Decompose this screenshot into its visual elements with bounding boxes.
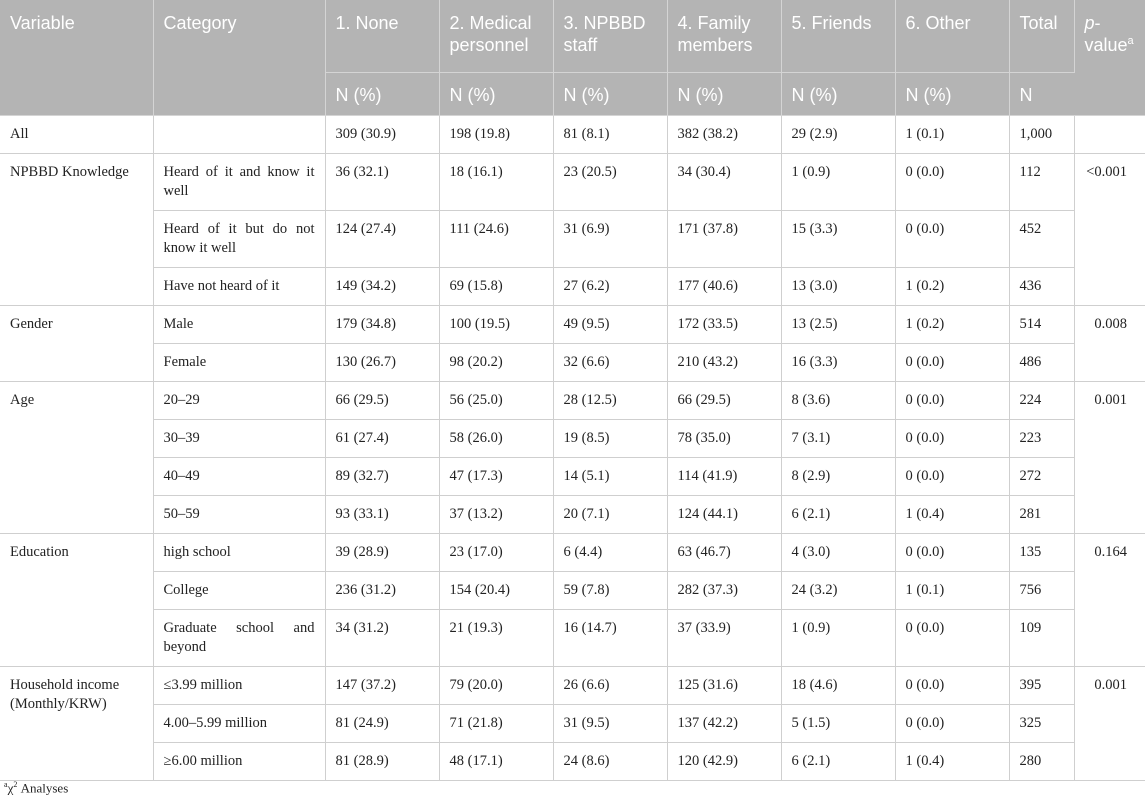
footnote-marker: a <box>4 780 8 789</box>
category-cell: high school <box>153 533 325 571</box>
total-cell: 135 <box>1009 533 1074 571</box>
value-cell: 79 (20.0) <box>439 666 553 704</box>
value-cell: 0 (0.0) <box>895 533 1009 571</box>
category-cell: Heard of it but do not know it well <box>153 210 325 267</box>
value-cell: 0 (0.0) <box>895 666 1009 704</box>
value-cell: 5 (1.5) <box>781 704 895 742</box>
category-cell: Heard of it and know it well <box>153 153 325 210</box>
value-cell: 8 (2.9) <box>781 457 895 495</box>
table-row <box>0 267 1145 305</box>
table-row <box>0 457 1145 495</box>
table-row <box>0 305 1145 343</box>
value-cell: 1 (0.9) <box>781 609 895 666</box>
subheader-pct: N (%) <box>439 72 553 115</box>
header-p-value <box>1074 0 1145 115</box>
variable-cell: Household income (Monthly/KRW) <box>0 666 153 780</box>
value-cell: 0 (0.0) <box>895 457 1009 495</box>
value-cell: 81 (24.9) <box>325 704 439 742</box>
value-cell: 24 (8.6) <box>553 742 667 780</box>
value-cell: 19 (8.5) <box>553 419 667 457</box>
p-rest: -value <box>1084 13 1128 55</box>
category-cell: College <box>153 571 325 609</box>
value-cell: 179 (34.8) <box>325 305 439 343</box>
category-cell: 20–29 <box>153 381 325 419</box>
value-cell: 1 (0.2) <box>895 305 1009 343</box>
value-cell: 16 (3.3) <box>781 343 895 381</box>
category-cell: ≤3.99 million <box>153 666 325 704</box>
footnote-text: Analyses <box>17 780 69 796</box>
value-cell: 124 (27.4) <box>325 210 439 267</box>
value-cell: 382 (38.2) <box>667 115 781 153</box>
value-cell: 48 (17.1) <box>439 742 553 780</box>
value-cell: 0 (0.0) <box>895 210 1009 267</box>
value-cell: 93 (33.1) <box>325 495 439 533</box>
value-cell: 34 (31.2) <box>325 609 439 666</box>
value-cell: 0 (0.0) <box>895 419 1009 457</box>
value-cell: 1 (0.9) <box>781 153 895 210</box>
value-cell: 20 (7.1) <box>553 495 667 533</box>
table-row <box>0 381 1145 419</box>
value-cell: 47 (17.3) <box>439 457 553 495</box>
value-cell: 69 (15.8) <box>439 267 553 305</box>
value-cell: 1 (0.4) <box>895 495 1009 533</box>
value-cell: 56 (25.0) <box>439 381 553 419</box>
category-cell <box>153 115 325 153</box>
value-cell: 81 (28.9) <box>325 742 439 780</box>
subheader-n: N <box>1009 72 1074 115</box>
value-cell: 13 (2.5) <box>781 305 895 343</box>
value-cell: 32 (6.6) <box>553 343 667 381</box>
value-cell: 0 (0.0) <box>895 381 1009 419</box>
value-cell: 58 (26.0) <box>439 419 553 457</box>
total-cell: 486 <box>1009 343 1074 381</box>
value-cell: 149 (34.2) <box>325 267 439 305</box>
table-row <box>0 609 1145 666</box>
total-cell: 514 <box>1009 305 1074 343</box>
value-cell: 16 (14.7) <box>553 609 667 666</box>
table-row <box>0 153 1145 210</box>
value-cell: 1 (0.1) <box>895 571 1009 609</box>
value-cell: 309 (30.9) <box>325 115 439 153</box>
value-cell: 0 (0.0) <box>895 153 1009 210</box>
value-cell: 18 (16.1) <box>439 153 553 210</box>
value-cell: 120 (42.9) <box>667 742 781 780</box>
table-row <box>0 704 1145 742</box>
value-cell: 198 (19.8) <box>439 115 553 153</box>
p-value-cell: 0.001 <box>1074 381 1145 533</box>
value-cell: 14 (5.1) <box>553 457 667 495</box>
header-row <box>0 0 1145 72</box>
table-row <box>0 343 1145 381</box>
header-friends: 5. Friends <box>781 0 895 72</box>
total-cell: 280 <box>1009 742 1074 780</box>
total-cell: 109 <box>1009 609 1074 666</box>
total-cell: 281 <box>1009 495 1074 533</box>
table-row <box>0 742 1145 780</box>
table-row <box>0 419 1145 457</box>
value-cell: 130 (26.7) <box>325 343 439 381</box>
header-none: 1. None <box>325 0 439 72</box>
value-cell: 37 (13.2) <box>439 495 553 533</box>
total-cell: 1,000 <box>1009 115 1074 153</box>
value-cell: 66 (29.5) <box>325 381 439 419</box>
table-row <box>0 666 1145 704</box>
p-value-cell: 0.164 <box>1074 533 1145 666</box>
value-cell: 59 (7.8) <box>553 571 667 609</box>
category-cell: 30–39 <box>153 419 325 457</box>
value-cell: 27 (6.2) <box>553 267 667 305</box>
value-cell: 171 (37.8) <box>667 210 781 267</box>
value-cell: 210 (43.2) <box>667 343 781 381</box>
header-other: 6. Other <box>895 0 1009 72</box>
value-cell: 89 (32.7) <box>325 457 439 495</box>
value-cell: 63 (46.7) <box>667 533 781 571</box>
variable-cell: Age <box>0 381 153 533</box>
subheader-pct: N (%) <box>781 72 895 115</box>
value-cell: 31 (9.5) <box>553 704 667 742</box>
value-cell: 29 (2.9) <box>781 115 895 153</box>
table-row <box>0 533 1145 571</box>
value-cell: 61 (27.4) <box>325 419 439 457</box>
footnote-symbol: χ <box>7 780 14 796</box>
value-cell: 71 (21.8) <box>439 704 553 742</box>
value-cell: 0 (0.0) <box>895 343 1009 381</box>
value-cell: 39 (28.9) <box>325 533 439 571</box>
value-cell: 37 (33.9) <box>667 609 781 666</box>
value-cell: 125 (31.6) <box>667 666 781 704</box>
value-cell: 26 (6.6) <box>553 666 667 704</box>
total-cell: 395 <box>1009 666 1074 704</box>
value-cell: 0 (0.0) <box>895 609 1009 666</box>
total-cell: 756 <box>1009 571 1074 609</box>
subheader-pct: N (%) <box>325 72 439 115</box>
variable-cell: Gender <box>0 305 153 381</box>
p-italic: p <box>1084 13 1095 33</box>
category-cell: 50–59 <box>153 495 325 533</box>
p-value-cell: <0.001 <box>1074 153 1145 305</box>
table-body <box>0 115 1145 780</box>
header-category: Category <box>153 0 325 115</box>
value-cell: 137 (42.2) <box>667 704 781 742</box>
p-value-cell: 0.001 <box>1074 666 1145 780</box>
value-cell: 23 (17.0) <box>439 533 553 571</box>
value-cell: 8 (3.6) <box>781 381 895 419</box>
value-cell: 177 (40.6) <box>667 267 781 305</box>
total-cell: 272 <box>1009 457 1074 495</box>
header-medical-personnel: 2. Medical personnel <box>439 0 553 72</box>
value-cell: 34 (30.4) <box>667 153 781 210</box>
subheader-pct: N (%) <box>667 72 781 115</box>
value-cell: 36 (32.1) <box>325 153 439 210</box>
table-row <box>0 210 1145 267</box>
value-cell: 21 (19.3) <box>439 609 553 666</box>
table-row <box>0 495 1145 533</box>
footnote-exponent: 2 <box>13 780 18 789</box>
variable-cell: NPBBD Knowledge <box>0 153 153 305</box>
value-cell: 282 (37.3) <box>667 571 781 609</box>
value-cell: 15 (3.3) <box>781 210 895 267</box>
value-cell: 13 (3.0) <box>781 267 895 305</box>
value-cell: 4 (3.0) <box>781 533 895 571</box>
p-footnote-marker: a <box>1127 35 1134 47</box>
category-cell: ≥6.00 million <box>153 742 325 780</box>
variable-cell: All <box>0 115 153 153</box>
value-cell: 124 (44.1) <box>667 495 781 533</box>
category-cell: Graduate school and beyond <box>153 609 325 666</box>
category-cell: Have not heard of it <box>153 267 325 305</box>
value-cell: 100 (19.5) <box>439 305 553 343</box>
total-cell: 436 <box>1009 267 1074 305</box>
value-cell: 6 (2.1) <box>781 742 895 780</box>
header-npbbd-staff: 3. NPBBD staff <box>553 0 667 72</box>
value-cell: 18 (4.6) <box>781 666 895 704</box>
total-cell: 452 <box>1009 210 1074 267</box>
value-cell: 78 (35.0) <box>667 419 781 457</box>
table-row <box>0 115 1145 153</box>
value-cell: 114 (41.9) <box>667 457 781 495</box>
p-value-cell <box>1074 115 1145 153</box>
total-cell: 224 <box>1009 381 1074 419</box>
value-cell: 28 (12.5) <box>553 381 667 419</box>
value-cell: 81 (8.1) <box>553 115 667 153</box>
value-cell: 1 (0.2) <box>895 267 1009 305</box>
value-cell: 49 (9.5) <box>553 305 667 343</box>
subheader-pct: N (%) <box>895 72 1009 115</box>
value-cell: 111 (24.6) <box>439 210 553 267</box>
value-cell: 154 (20.4) <box>439 571 553 609</box>
value-cell: 6 (4.4) <box>553 533 667 571</box>
table-header <box>0 0 1145 115</box>
value-cell: 31 (6.9) <box>553 210 667 267</box>
variable-cell: Education <box>0 533 153 666</box>
total-cell: 112 <box>1009 153 1074 210</box>
table-row <box>0 571 1145 609</box>
category-cell: Male <box>153 305 325 343</box>
table-footnote <box>4 780 68 796</box>
header-family-members: 4. Family members <box>667 0 781 72</box>
value-cell: 1 (0.1) <box>895 115 1009 153</box>
category-cell: 4.00–5.99 million <box>153 704 325 742</box>
value-cell: 236 (31.2) <box>325 571 439 609</box>
p-value-cell: 0.008 <box>1074 305 1145 381</box>
header-variable: Variable <box>0 0 153 115</box>
category-cell: Female <box>153 343 325 381</box>
value-cell: 24 (3.2) <box>781 571 895 609</box>
value-cell: 7 (3.1) <box>781 419 895 457</box>
category-cell: 40–49 <box>153 457 325 495</box>
total-cell: 325 <box>1009 704 1074 742</box>
value-cell: 172 (33.5) <box>667 305 781 343</box>
value-cell: 66 (29.5) <box>667 381 781 419</box>
total-cell: 223 <box>1009 419 1074 457</box>
subheader-pct: N (%) <box>553 72 667 115</box>
value-cell: 0 (0.0) <box>895 704 1009 742</box>
value-cell: 1 (0.4) <box>895 742 1009 780</box>
value-cell: 6 (2.1) <box>781 495 895 533</box>
header-total: Total <box>1009 0 1074 72</box>
value-cell: 23 (20.5) <box>553 153 667 210</box>
value-cell: 98 (20.2) <box>439 343 553 381</box>
value-cell: 147 (37.2) <box>325 666 439 704</box>
